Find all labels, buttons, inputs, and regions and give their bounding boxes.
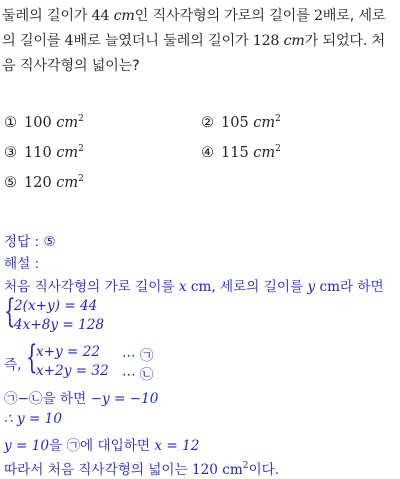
- step-equation: y = 10: [4, 438, 50, 454]
- option-exponent: 2: [275, 144, 281, 154]
- question-part: 인 직사각형의 가로의 길이를: [134, 8, 314, 24]
- option-value: 110: [24, 145, 52, 161]
- option-1[interactable]: [4, 115, 84, 131]
- area-value: 120 cm: [192, 462, 243, 478]
- option-unit: cm: [56, 115, 79, 131]
- area-exponent: 2: [242, 461, 249, 471]
- option-number: ②: [201, 115, 214, 131]
- option-value: 105: [221, 115, 249, 131]
- option-number: ④: [201, 145, 214, 161]
- equation-row: x+y = 22: [36, 344, 101, 360]
- option-unit: cm: [56, 145, 79, 161]
- question-part: 둘레의 길이가: [2, 8, 92, 24]
- question-number: 44: [91, 8, 110, 24]
- option-2[interactable]: [201, 115, 281, 131]
- left-brace: {: [26, 337, 38, 376]
- step-text: 따라서 처음 직사각형의 넓이는: [4, 462, 192, 478]
- step-text: ㉠−㉡을 하면: [4, 391, 91, 407]
- solution-step-4: ∴ y = 10: [4, 411, 62, 427]
- therefore-label: 즉,: [4, 357, 22, 373]
- question-number: 2: [313, 8, 323, 24]
- equation-system-1: [4, 291, 204, 338]
- question-number: 4: [64, 33, 74, 49]
- step-text: 을 ㉠에 대입하면: [49, 438, 155, 454]
- question-part: 배로, 세로의 길이를: [2, 8, 386, 49]
- step-equation: x = 12: [154, 438, 200, 454]
- answer-line: [4, 230, 56, 250]
- question-part: 배로 늘였더니 둘레의 길이가: [73, 33, 253, 49]
- equation-row: x+2y = 32: [36, 363, 109, 379]
- question-unit: cm: [113, 8, 135, 24]
- option-number: ⑤: [4, 175, 17, 191]
- question-part: 가 되었다. 처음 직사각형의 넓이는?: [2, 33, 386, 74]
- left-brace: {: [4, 291, 16, 330]
- question-text: [2, 4, 398, 79]
- option-5[interactable]: [4, 175, 84, 191]
- option-unit: cm: [253, 145, 276, 161]
- option-exponent: 2: [78, 144, 84, 154]
- step-text: 이다.: [248, 462, 280, 478]
- equation-system-2: [4, 337, 224, 384]
- option-number: ①: [4, 115, 17, 131]
- equation-row: 2(x+y) = 44: [14, 298, 98, 314]
- option-unit: cm: [56, 175, 79, 191]
- step-text: 라 하면: [339, 279, 384, 295]
- variable-y: y: [307, 279, 316, 295]
- option-exponent: 2: [78, 174, 84, 184]
- unit-cm: cm: [186, 279, 212, 295]
- equation-mark: ⋯ ㉡: [122, 367, 154, 383]
- option-value: 120: [24, 175, 52, 191]
- question-number: 128: [252, 33, 280, 49]
- option-unit: cm: [253, 115, 276, 131]
- option-value: 100: [24, 115, 52, 131]
- answer-value: ⑤: [43, 234, 56, 250]
- unit-cm: cm: [315, 279, 340, 295]
- equation-mark: ⋯ ㉠: [122, 348, 154, 364]
- equation-row: 4x+8y = 128: [14, 317, 105, 333]
- answer-label: 정답 :: [4, 234, 44, 250]
- step-text: , 세로의 길이를: [211, 279, 308, 295]
- explanation-label: 해설 :: [4, 256, 40, 272]
- solution-step-3: [4, 387, 158, 407]
- option-exponent: 2: [78, 114, 84, 124]
- solution-step-5: [4, 434, 199, 454]
- solution-step-6: [4, 458, 279, 478]
- solution-step-1: [4, 275, 384, 295]
- step-text: 처음 직사각형의 가로 길이를: [4, 279, 179, 295]
- option-value: 115: [221, 145, 249, 161]
- option-exponent: 2: [275, 114, 281, 124]
- option-4[interactable]: [201, 145, 281, 161]
- question-unit: cm: [283, 33, 305, 49]
- variable-x: x: [178, 279, 187, 295]
- option-number: ③: [4, 145, 17, 161]
- option-3[interactable]: [4, 145, 84, 161]
- step-equation: −y = −10: [90, 391, 159, 407]
